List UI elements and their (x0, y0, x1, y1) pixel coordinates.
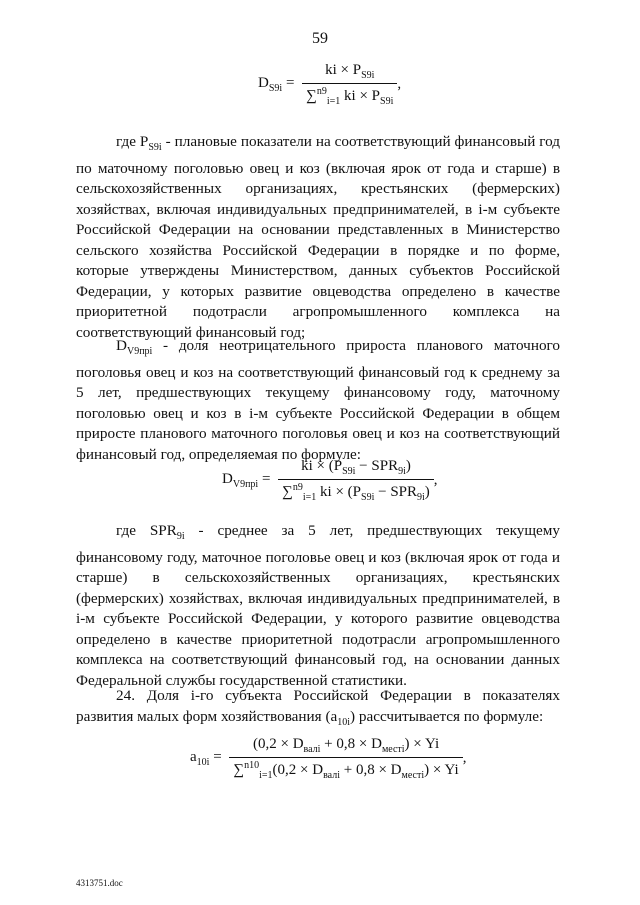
formula-fraction (302, 62, 397, 107)
formula-denominator: ∑$^{n9}_{i=1}$ ki × $(P_{S9i} - SPR_{9i})$ (282, 482, 430, 503)
formula-a10i: $a_{10i}$ = $\frac{(0,2 \times D_{валi} + 0,8 \times D_{местi}) \times Yi}{\sum^{n10}_{i=1}(0,2 \times D_{валi} + 0,8 \times D_{местi}) \times Yi}$ , (190, 736, 467, 781)
paragraph-p-s9i-definition: где $P_{S9i}$ - плановые показатели на соответствующий финансовый год по маточному поголовью овец и коз (включая ярок от года и старше) в сельскохозяйственных организациях, крестьянских (фермерских) хозяйствах, включая индивидуальных предпринимателей, в i-м субъекте Российской Федерации на основании представленных в Министерство сельского хозяйства Российской Федерации в порядке и по форме, которые утверждены Министерством, данных субъектов Российской Федерации, у которых развитие овцеводства определено в качестве приоритетной подотрасли агропромышленного комплекса на соответствующий финансовый год; (76, 133, 560, 341)
formula-numerator: $(0,2 \times D_{валi} + 0,8 \times D_{местi}) \times Yi$ (229, 736, 462, 758)
document-footer: 4313751.doc (76, 878, 123, 888)
formula-numerator: ki × $(P_{S9i} - SPR_{9i})$ (278, 458, 434, 480)
paragraph-item-24: 24. Доля i-го субъекта Российской Федерации в показателях развития малых форм хозяйствования $(a_{10i})$ рассчитывается по формуле: (76, 687, 560, 728)
formula-fraction (229, 736, 462, 781)
formula-denominator: ∑$^{n9}_{i=1}$ ki × $P_{S9i}$ (306, 86, 394, 107)
formula-lhs: $a_{10i}$ = (190, 749, 222, 768)
formula-lhs: $D_{V9прi}$ = (222, 471, 271, 490)
formula-numerator: ki × $P_{S9i}$ (302, 62, 397, 84)
page-number: 59 (312, 30, 328, 47)
formula-denominator: $\sum^{n10}_{i=1}(0,2 \times D_{валi} + 0,8 \times D_{местi}) \times Yi$ (233, 760, 459, 781)
formula-d-v9pri: $D_{V9прi}$ = $\frac{ki \times (P_{S9i} - SPR_{9i})}{\sum^{n9}_{i=1} ki \times (P_{S9i} - SPR_{9i})}$ , (222, 458, 438, 503)
paragraph-spr9i-definition: где $SPR_{9i}$ - среднее за 5 лет, предшествующих текущему финансовому году, маточное поголовье овец и коз (включая ярок от года и старше) в сельскохозяйственных организациях, крестьянских (фермерских) хозяйствах, включая индивидуальных предпринимателей, в i-м субъекте Российской Федерации, у которого развитие овцеводства определено в качестве приоритетной подотрасли агропромышленного комплекса на соответствующий финансовый год, на основании данных Федеральной службы государственной статистики. (76, 522, 560, 689)
formula-fraction (278, 458, 434, 503)
formula-lhs: $D_{S9i}$ = (258, 75, 295, 94)
paragraph-d-v9pri-definition: $D_{V9прi}$ - доля неотрицательного прироста планового маточного поголовья овец и коз на соответствующий финансовый год к среднему за 5 лет, предшествующих текущему финансовому году, маточному поголовью овец и коз в i-м субъекте Российской Федерации в общем приросте планового маточного поголовья овец и коз на соответствующий финансовый год, определяемая по формуле: (76, 337, 560, 463)
formula-d-s9i: $D_{S9i}$ = $\frac{ki \times P_{S9i}}{\sum^{n9}_{i=1} ki \times P_{S9i}}$ , (258, 62, 402, 107)
